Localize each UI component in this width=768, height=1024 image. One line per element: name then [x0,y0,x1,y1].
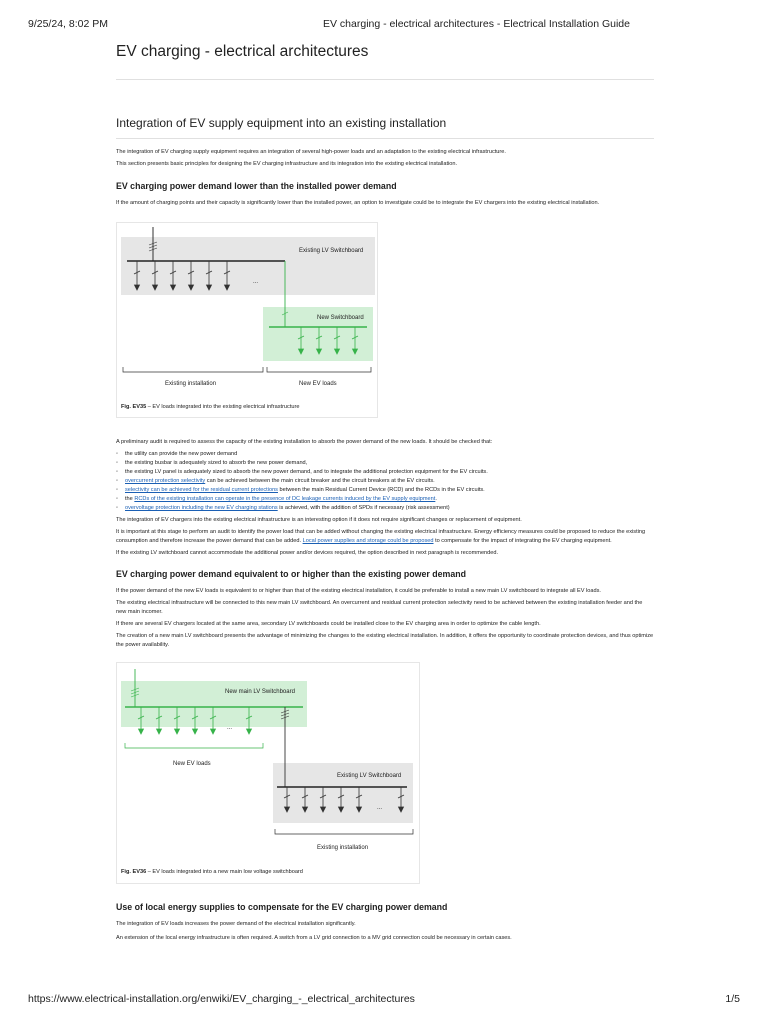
existing-switchboard-box [273,763,413,823]
list-item: ◦ the existing busbar is adequately sized to absorb the new power demand, [116,459,654,468]
figure-ev36 [116,662,420,884]
list-item: ◦ overcurrent protection selectivity can be achieved between the main circuit breaker and the circuit breakers at the EV circuits. [116,477,654,486]
article [116,40,654,946]
paragraph: The creation of a new main LV switchboard presents the advantage of minimizing the changes to the existing electrical installation. In addition, it offers the opportunity to coordinate protection devices, and thus optimize the power availability. [116,633,654,648]
list-item: ◦ selectivity can be achieved for the residual current protections between the main Residual Current Device (RCD) and the RCDs in the EV circuits. [116,486,654,495]
caption-number: Fig. EV35 [121,404,147,410]
paragraph: If the amount of charging points and their capacity is significantly lower than the installed power, an option to investigate could be to integrate the EV chargers into the existing electrical installation. [116,200,600,206]
audit-checklist [116,450,654,513]
paragraph: The integration of EV chargers into the existing electrical infrastructure is an interesting option if it does not require significant changes or replacement of equipment. [116,517,522,523]
paragraph: The integration of EV loads increases the power demand of the electrical installation significantly. [116,921,356,927]
subheading-lower-demand: EV charging power demand lower than the installed power demand [116,181,397,191]
figure-caption [121,869,303,875]
paragraph: If there are several EV chargers located at the same area, secondary LV switchboards could be installed close to the EV charging area in order to optimize the cable length. [116,621,541,627]
diagram-ev36 [117,663,419,867]
print-title: EV charging - electrical architectures - Electrical Installation Guide [323,18,630,30]
caption-text: – EV loads integrated into the existing electrical infrastructure [146,404,300,410]
list-item: ◦ the RCDs of the existing installation can operate in the presence of DC leakage currents induced by the EV supply equipment. [116,495,654,504]
new-main-switchboard-box [121,681,307,727]
existing-switchboard-box [121,237,375,295]
new-main-switchboard-label: New main LV Switchboard [225,689,295,695]
subheading-local-energy: Use of local energy supplies to compensate for the EV charging power demand [116,902,448,912]
existing-installation-label: Existing installation [317,845,369,851]
link-overcurrent-selectivity[interactable]: overcurrent protection selectivity [125,478,206,484]
page-number: 1/5 [725,993,740,1005]
paragraph: A preliminary audit is required to assess the capacity of the existing installation to absorb the power demand of the new loads. It should be checked that: [116,439,493,445]
paragraph: If the existing LV switchboard cannot accommodate the additional power and/or devices required, the option described in next paragraph is recommended. [116,550,499,556]
list-item: ◦ overvoltage protection including the new EV charging stations is achieved, with the addition of SPDs if necessary (risk assessment) [116,504,654,513]
existing-switchboard-label: Existing LV Switchboard [337,773,402,779]
ellipsis-label: ... [253,279,259,285]
figure-caption [121,404,299,410]
subheading-higher-demand: EV charging power demand equivalent to or higher than the existing power demand [116,569,466,579]
existing-switchboard-label: Existing LV Switchboard [299,248,364,254]
link-local-power-supplies[interactable]: Local power supplies and storage could be proposed [302,538,434,544]
new-switchboard-label: New Switchboard [317,315,364,321]
ellipsis-label: ... [227,725,233,731]
page-title: EV charging - electrical architectures [116,43,654,80]
section-heading-integration: Integration of EV supply equipment into an existing installation [116,116,654,139]
figure-ev35 [116,222,378,418]
new-ev-loads-label: New EV loads [173,761,211,767]
list-item: ◦ the existing LV panel is adequately sized to absorb the new power demand, and to integrate the additional protection equipment for the EV circuits. [116,468,654,477]
print-url: https://www.electrical-installation.org/enwiki/EV_charging_-_electrical_architectures [28,993,415,1005]
caption-text: – EV loads integrated into a new main low voltage switchboard [146,869,303,875]
paragraph: This section presents basic principles for designing the EV charging infrastructure and its integration into the existing electrical installation. [116,161,458,167]
new-ev-loads-label: New EV loads [299,381,337,387]
existing-installation-label: Existing installation [165,381,217,387]
print-datetime: 9/25/24, 8:02 PM [28,18,108,30]
list-item: ◦ the utility can provide the new power demand [116,450,654,459]
paragraph: It is important at this stage to perform an audit to identify the power load that can be added without changing the existing electrical infrastructure. Energy efficiency measures could be proposed to reduce the existing consumption and therefore increase the power demand that can be added. Local power supplies and storage could be proposed to compensate for the impact of integrating the EV charging equipment. [116,529,646,544]
diagram-ev35 [117,223,377,403]
ellipsis-label: ... [377,805,383,811]
link-rcd-dc-leakage[interactable]: RCDs of the existing installation can operate in the presence of DC leakage currents induced by the EV supply equipment [134,496,436,502]
paragraph: The integration of EV charging supply equipment requires an integration of several high-power loads and an adaptation to the existing electrical infrastructure. [116,149,506,155]
link-residual-selectivity[interactable]: selectivity can be achieved for the residual current protections [125,487,278,493]
paragraph: The existing electrical infrastructure will be connected to this new main LV switchboard. An overcurrent and residual current protection selectivity need to be achieved between the existing installation feeder and the new main incomer. [116,600,643,615]
link-overvoltage-protection[interactable]: overvoltage protection including the new EV charging stations [125,505,278,511]
paragraph: An extension of the local energy infrastructure is often required. A switch from a LV grid connection to a MV grid connection could be necessary in certain cases. [116,935,512,941]
caption-number: Fig. EV36 [121,869,147,875]
paragraph: If the power demand of the new EV loads is equivalent to or higher than that of the existing electrical installation, it could be preferable to install a new main LV switchboard to integrate all EV loads. [116,588,601,594]
